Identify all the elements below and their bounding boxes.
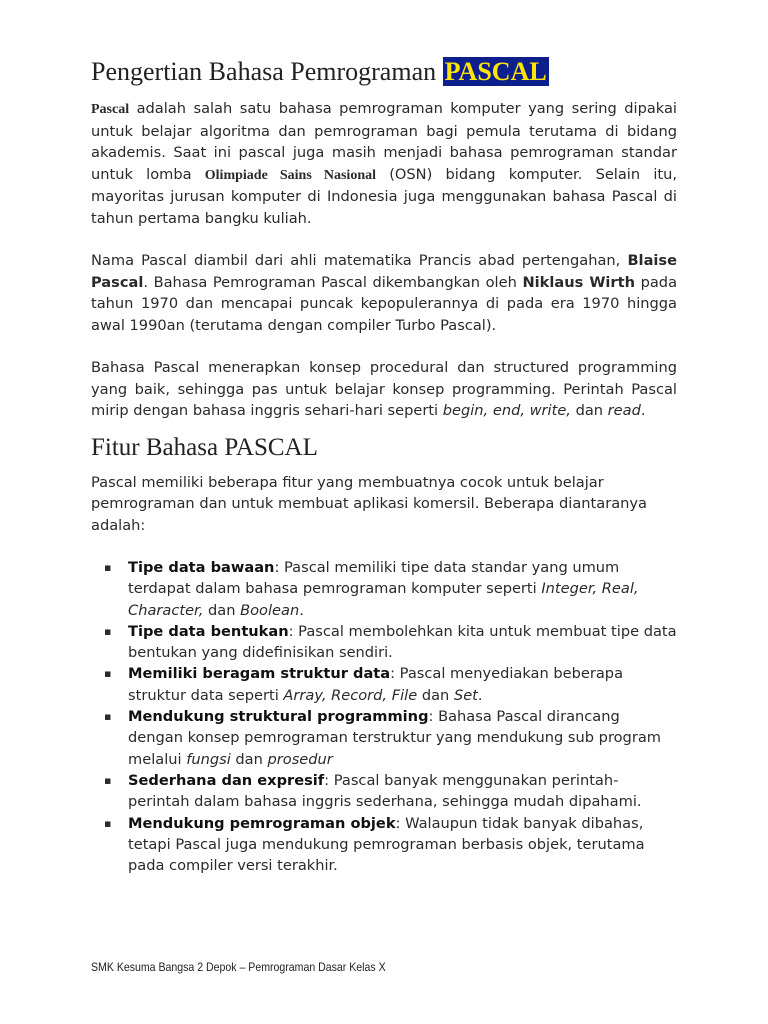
name-niklaus-wirth: Niklaus Wirth: [522, 273, 635, 291]
title-prefix: Pengertian Bahasa Pemrograman: [91, 57, 443, 86]
features-list: [91, 557, 677, 876]
list-item: ▪ Tipe data bentukan: Pascal membolehkan kita untuk membuat tipe data bentukan yang didefinisikan sendiri.: [104, 622, 677, 662]
term-pascal: Pascal: [91, 102, 130, 117]
page-content: [91, 54, 677, 876]
bullet-icon: ▪: [104, 561, 112, 574]
page-title: [91, 54, 677, 90]
bullet-icon: ▪: [104, 667, 112, 681]
list-item: ▪ Memiliki beragam struktur data: Pascal menyediakan beberapa struktur data seperti Array, Record, File dan Set.: [104, 665, 624, 704]
paragraph-history: Nama Pascal diambil dari ahli matematika Prancis abad pertengahan, Blaise Pascal. Bahasa Pemrograman Pascal dikembangkan oleh Niklaus Wirth pada tahun 1970 dan mencapai puncak kepopulerannya di pada era 1970 hingga awal 1990an (terutama dengan compiler Turbo Pascal).: [91, 252, 678, 334]
keywords: begin, end, write,: [442, 402, 571, 419]
list-item: ▪ Tipe data bawaan: Pascal memiliki tipe data standar yang umum terdapat dalam bahasa pemrograman komputer seperti Integer, Real, Character, dan Boolean.: [104, 559, 639, 619]
list-item: ▪ Mendukung pemrograman objek: Walaupun tidak banyak dibahas, tetapi Pascal juga mendukung pemrograman berbasis objek, terutama pada compiler versi terakhir.: [104, 814, 645, 875]
bullet-icon: ▪: [104, 710, 112, 724]
title-highlight: PASCAL: [444, 57, 547, 86]
paragraph-concept: Bahasa Pascal menerapkan konsep procedural dan structured programming yang baik, sehingga pas untuk belajar konsep programming. Perintah Pascal mirip dengan bahasa inggris sehari-hari seperti begin, end, write, dan read.: [91, 359, 677, 419]
list-item: ▪ Sederhana dan expresif: Pascal banyak menggunakan perintah-perintah dalam bahasa inggris sederhana, sehingga mudah dipahami.: [104, 771, 642, 811]
bullet-icon: ▪: [104, 816, 112, 830]
features-intro: Pascal memiliki beberapa fitur yang membuatnya cocok untuk belajar pemrograman dan untuk membuat aplikasi komersil. Beberapa diantaranya adalah:: [91, 473, 647, 534]
bullet-icon: ▪: [104, 773, 112, 787]
bullet-icon: ▪: [104, 624, 112, 638]
keyword-read: read: [607, 402, 641, 419]
term-osn: Olimpiade Sains Nasional: [204, 167, 376, 183]
paragraph-definition: Pascal adalah salah satu bahasa pemrograman komputer yang sering dipakai untuk belajar algoritma dan pemrograman bagi pemula terutama di bidang akademis. Saat ini pascal juga masih menjadi bahasa pemrograman standar untuk lomba Olimpiade Sains Nasional (OSN) bidang komputer. Selain itu, mayoritas jurusan komputer di Indonesia juga menggunakan bahasa Pascal di tahun pertama bangku kuliah.: [91, 100, 678, 227]
page-footer: SMK Kesuma Bangsa 2 Depok – Pemrograman Dasar Kelas X: [91, 960, 386, 974]
section-title: Fitur Bahasa PASCAL: [91, 433, 318, 461]
list-item: ▪ Mendukung struktural programming: Bahasa Pascal dirancang dengan konsep pemrograman terstruktur yang mendukung sub program melalui fungsi dan prosedur: [104, 708, 661, 768]
name-blaise-pascal: Blaise Pascal: [91, 252, 677, 291]
